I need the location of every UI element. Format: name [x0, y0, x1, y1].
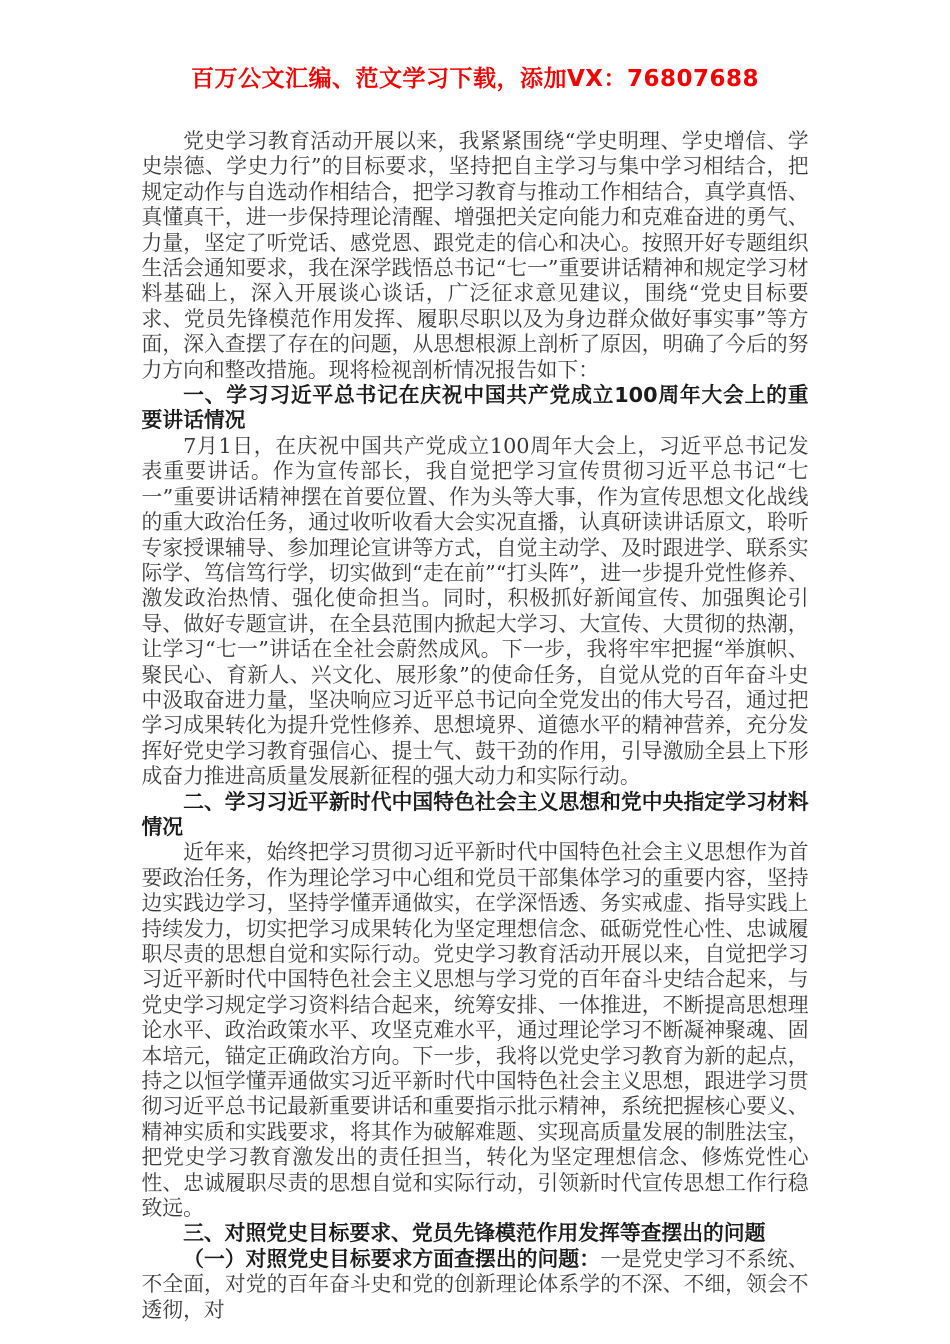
document-body [142, 129, 809, 1323]
section-1-paragraph: 7月1日，在庆祝中国共产党成立100周年大会上，习近平总书记发表重要讲话。作为宣传部长，我自觉把学习宣传贯彻习近平总书记“七一”重要讲话精神摆在首要位置、作为头等大事，作为宣传思想文化战线的重大政治任务，通过收听收看大会实况直播，认真研读讲话原文，聆听专家授课辅导、参加理论宣讲等方式，自觉主动学、及时跟进学、联系实际学、笃信笃行学，切实做到“走在前”“打头阵”，进一步提升党性修养、激发政治热情、强化使命担当。同时，积极抓好新闻宣传、加强舆论引导、做好专题宣讲，在全县范围内掀起大学习、大宣传、大贯彻的热潮，让学习“七一”讲话在全社会蔚然成风。下一步，我将牢牢把握“举旗帜、聚民心、育新人、兴文化、展形象”的使命任务，自觉从党的百年奋斗史中汲取奋进力量，坚决响应习近平总书记向全党发出的伟大号召，通过把学习成果转化为提升党性修养、思想境界、道德水平的精神营养，充分发挥好党史学习教育强信心、提士气、鼓干劲的作用，引导激励全县上下形成奋力推进高质量发展新征程的强大动力和实际行动。 [141, 433, 809, 789]
subitem-1-body-text: 一是党史学习不系统、不全面，对党的百年奋斗史和党的创新理论体系学的不深、不细，领会不透彻，对 [141, 1246, 809, 1322]
section-1-heading: 一、学习习近平总书记在庆祝中国共产党成立100周年大会上的重要讲话情况 [141, 383, 809, 433]
section-2-paragraph: 近年来，始终把学习贯彻习近平新时代中国特色社会主义思想作为首要政治任务，作为理论学习中心组和党员干部集体学习的重要内容，坚持边实践边学习，坚持学懂弄通做实，在学深悟透、务实戒虚、指导实践上持续发力，切实把学习成果转化为坚定理想信念、砥砺党性心性、忠诚履职尽责的思想自觉和实际行动。党史学习教育活动开展以来，自觉把学习习近平新时代中国特色社会主义思想与学习党的百年奋斗史结合起来，与党史学习规定学习资料结合起来，统筹安排、一体推进，不断提高思想理论水平、政治政策水平、攻坚克难水平，通过理论学习不断凝神聚魂、固本培元，锚定正确政治方向。下一步，我将以党史学习教育为新的起点，持之以恒学懂弄通做实习近平新时代中国特色社会主义思想，跟进学习贯彻习近平总书记最新重要讲话和重要指示批示精神，系统把握核心要义、精神实质和实践要求，将其作为破解难题、实现高质量发展的制胜法宝，把党史学习教育激发出的责任担当，转化为坚定理想信念、修炼党性心性、忠诚履职尽责的思想自觉和实际行动，引领新时代宣传思想工作行稳致远。 [141, 840, 809, 1221]
promo-header-text: 百万公文汇编、范文学习下载，添加VX：76807688 [190, 66, 760, 92]
subitem-1-bold-lead: （一）对照党史目标要求方面查摆出的问题： [183, 1246, 601, 1271]
section-3-subitem-paragraph [142, 1247, 809, 1323]
section-3-heading: 三、对照党史目标要求、党员先锋模范作用发挥等查摆出的问题 [183, 1221, 766, 1246]
opening-paragraph: 党史学习教育活动开展以来，我紧紧围绕“学史明理、学史增信、学史崇德、学史力行”的目标要求，坚持把自主学习与集中学习相结合，把规定动作与自选动作相结合，把学习教育与推动工作相结合，真学真悟、真懂真干，进一步保持理论清醒、增强把关定向能力和克难奋进的勇气、力量，坚定了听党话、感党恩、跟党走的信心和决心。按照开好专题组织生活会通知要求，我在深学践悟总书记“七一”重要讲话精神和规定学习材料基础上，深入开展谈心谈话，广泛征求意见建议，围绕“党史目标要求、党员先锋模范作用发挥、履职尽职以及为身边群众做好事实事”等方面，深入查摆了存在的问题，从思想根源上剖析了原因，明确了今后的努力方向和整改措施。现将检视剖析情况报告如下： [141, 129, 809, 382]
section-2-heading: 二、学习习近平新时代中国特色社会主义思想和党中央指定学习材料情况 [141, 789, 809, 839]
